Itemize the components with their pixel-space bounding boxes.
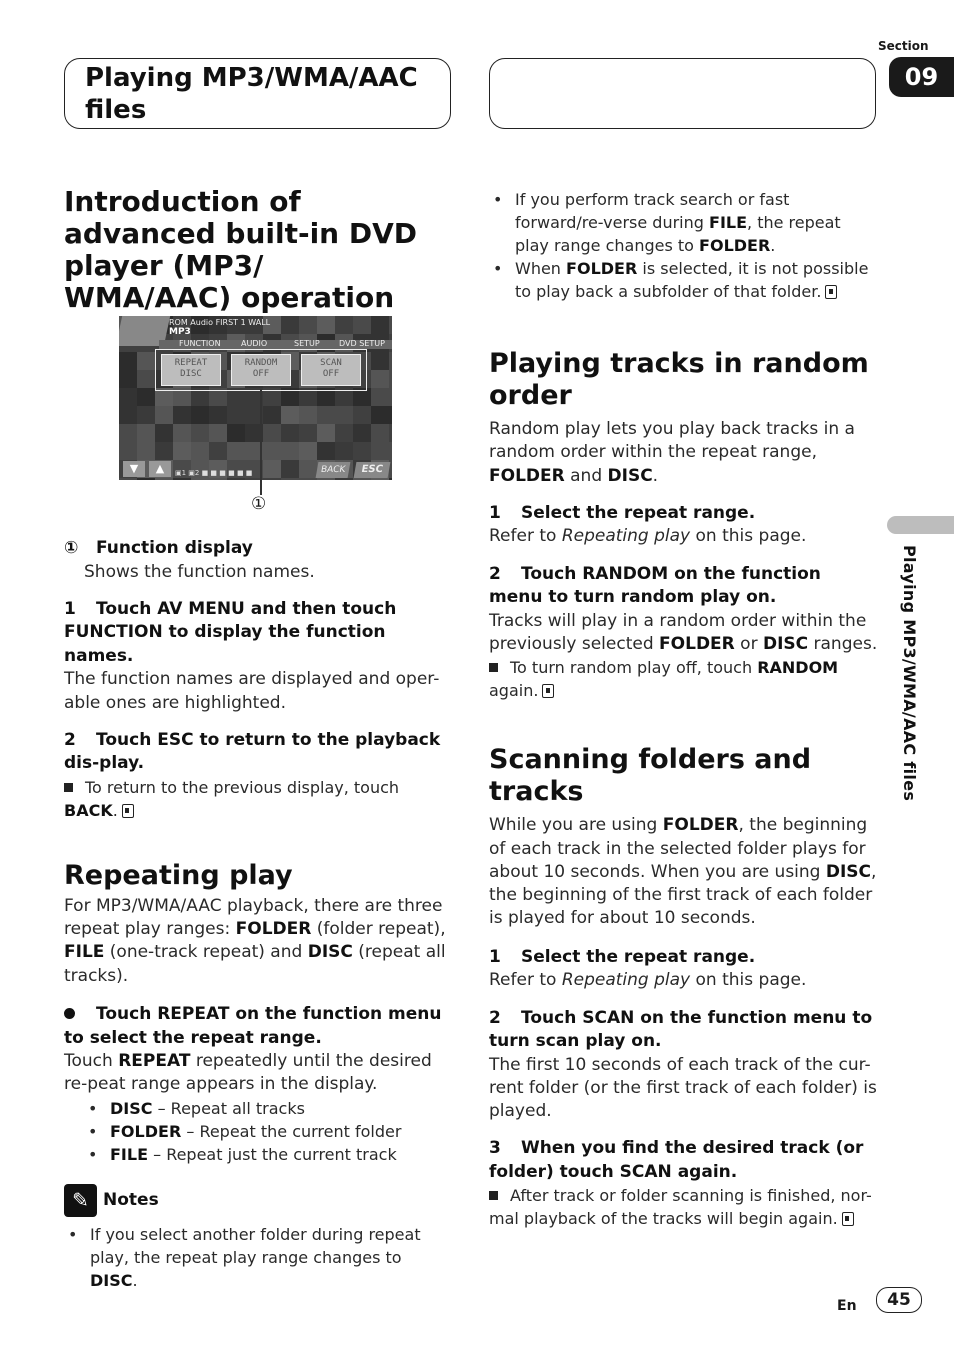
screen-tile bbox=[137, 352, 155, 370]
screen-tile bbox=[119, 370, 137, 388]
screen-tile bbox=[263, 442, 281, 460]
screen-tile bbox=[335, 406, 353, 424]
random-step1-title: 1 Select the repeat range. bbox=[489, 502, 756, 523]
tab-dvd-setup[interactable]: DVD SETUP bbox=[339, 339, 385, 348]
screen-tile bbox=[389, 406, 392, 424]
screen-tile bbox=[119, 442, 137, 460]
screen-tile bbox=[173, 442, 191, 460]
callout-item-title: ① Function display bbox=[64, 537, 454, 561]
step2-note: To return to the previous display, touch BACK. bbox=[64, 777, 400, 820]
end-mark-icon bbox=[542, 684, 554, 698]
screen-tile bbox=[119, 406, 137, 424]
end-mark-icon bbox=[825, 285, 837, 299]
screen-tile bbox=[155, 424, 173, 442]
tab-setup[interactable]: SETUP bbox=[294, 339, 320, 348]
screen-tile bbox=[137, 442, 155, 460]
tab-function[interactable]: FUNCTION bbox=[179, 339, 221, 348]
page-number: 45 bbox=[876, 1287, 922, 1313]
screen-tile bbox=[371, 424, 389, 442]
step2-title: 2 Touch ESC to return to the playback dis-play. bbox=[64, 729, 441, 774]
screen-tile bbox=[119, 424, 137, 442]
back-button[interactable]: BACK bbox=[316, 462, 351, 478]
repeat-step-text: Touch REPEAT repeatedly until the desired re-peat range appears in the display. bbox=[64, 1051, 432, 1095]
scan-button-value: OFF bbox=[322, 369, 340, 379]
random-step1-text: Refer to Repeating play on this page. bbox=[489, 526, 807, 547]
screen-tile bbox=[155, 478, 173, 480]
screen-tile bbox=[173, 478, 191, 480]
repeat-range-item: • FOLDER – Repeat the current folder bbox=[84, 1120, 454, 1143]
right-column bbox=[489, 188, 879, 1230]
end-mark-icon bbox=[842, 1212, 854, 1226]
screen-tile bbox=[263, 406, 281, 424]
screen-tile bbox=[227, 478, 245, 480]
screen-tile bbox=[173, 424, 191, 442]
left-column-body bbox=[64, 537, 454, 1292]
repeat-title: Repeating play bbox=[64, 859, 293, 891]
screen-tile bbox=[191, 442, 209, 460]
esc-button[interactable]: ESC bbox=[354, 462, 391, 478]
screen-tile bbox=[353, 478, 371, 480]
repeat-intro: For MP3/WMA/AAC playback, there are three repeat play ranges: FOLDER (folder repeat), FILE (one-track repeat) and DISC (repeat all tracks). bbox=[64, 895, 446, 986]
screen-tile bbox=[227, 406, 245, 424]
screen-tile bbox=[371, 370, 389, 388]
screen-tile bbox=[299, 316, 317, 334]
header-empty-box bbox=[489, 58, 876, 129]
note-item: • If you select another folder during repeat play, the repeat play range changes to DISC. bbox=[64, 1223, 454, 1292]
screen-tile bbox=[209, 442, 227, 460]
down-arrow-button[interactable]: ▼ bbox=[123, 461, 145, 477]
random-step2-note: To turn random play off, touch RANDOM again. bbox=[489, 658, 839, 701]
screen-tile bbox=[389, 388, 392, 406]
screen-tile bbox=[299, 406, 317, 424]
screen-tile bbox=[335, 478, 353, 480]
random-button-value: OFF bbox=[252, 369, 270, 379]
screen-tile bbox=[371, 388, 389, 406]
screen-tile bbox=[191, 478, 209, 480]
end-mark-icon bbox=[122, 804, 134, 818]
callout-item-num: ① bbox=[64, 538, 79, 558]
notes-pencil-icon: ✎ bbox=[64, 1184, 97, 1217]
callout-line bbox=[260, 389, 262, 495]
screen-tile bbox=[317, 424, 335, 442]
repeat-range-item: • DISC – Repeat all tracks bbox=[84, 1097, 454, 1120]
screen-tile bbox=[389, 424, 392, 442]
notes-header: ✎ Notes bbox=[64, 1184, 454, 1217]
screen-tile bbox=[335, 442, 353, 460]
screen-tile bbox=[137, 370, 155, 388]
screen-tile bbox=[299, 442, 317, 460]
screen-tile bbox=[191, 406, 209, 424]
screen-tile bbox=[209, 424, 227, 442]
screen-tile bbox=[263, 478, 281, 480]
tab-audio[interactable]: AUDIO bbox=[241, 339, 268, 348]
screen-tile bbox=[155, 406, 173, 424]
callout-item-text: Shows the function names. bbox=[84, 561, 315, 582]
scan-step3-title: 3 When you find the desired track (or folder) touch SCAN again. bbox=[489, 1138, 864, 1182]
repeat-range-list bbox=[64, 1097, 454, 1166]
step1-text: The function names are displayed and oper-able ones are highlighted. bbox=[64, 669, 440, 713]
scan-step2-text: The first 10 seconds of each track of the cur-rent folder (or the first track of each folder) is played. bbox=[489, 1054, 877, 1122]
screen-tile bbox=[281, 406, 299, 424]
side-tab-label: Playing MP3/WMA/AAC files bbox=[900, 545, 919, 802]
random-step2-text: Tracks will play in a random order within the previously selected FOLDER or DISC ranges. bbox=[489, 610, 878, 654]
repeat-step-title: Touch REPEAT on the function menu to select the repeat range. bbox=[64, 1004, 442, 1048]
screen-tile bbox=[317, 406, 335, 424]
left-column bbox=[64, 186, 454, 314]
screen-tile bbox=[317, 316, 335, 334]
random-button-label: RANDOM bbox=[244, 358, 278, 368]
screen-tile bbox=[371, 316, 389, 334]
up-arrow-button[interactable]: ▲ bbox=[149, 461, 171, 477]
step1-title: 1 Touch AV MENU and then touch FUNCTION to display the function names. bbox=[64, 598, 397, 666]
screen-tile bbox=[137, 388, 155, 406]
screen-tile bbox=[281, 460, 299, 478]
screen-tile bbox=[371, 352, 389, 370]
screen-status: ▣1 ▣2 ■ ■ ■ ■ ■ ■ bbox=[175, 469, 253, 477]
scan-title: Scanning folders and tracks bbox=[489, 744, 812, 808]
random-step2-title: 2 Touch RANDOM on the function menu to turn random play on. bbox=[489, 563, 821, 608]
screen-tile bbox=[281, 316, 299, 334]
screen-tile bbox=[209, 406, 227, 424]
screen-tile bbox=[335, 316, 353, 334]
repeat-button[interactable] bbox=[161, 354, 221, 386]
scan-step2-title: 2 Touch SCAN on the function menu to turn scan play on. bbox=[489, 1007, 873, 1052]
screen-tile bbox=[389, 370, 392, 388]
screen-tile bbox=[155, 442, 173, 460]
screen-tile bbox=[389, 478, 392, 480]
screen-tile bbox=[299, 460, 317, 478]
header-title-box bbox=[64, 58, 451, 129]
repeat-button-label: REPEAT bbox=[174, 358, 208, 368]
header-title: Playing MP3/WMA/AAC files bbox=[85, 63, 418, 125]
screen-tile bbox=[119, 478, 137, 480]
screen-tile bbox=[353, 424, 371, 442]
screen-tile bbox=[227, 442, 245, 460]
screen-tile bbox=[263, 460, 281, 478]
screen-top-line: ROM Audio FIRST 1 WALL bbox=[169, 318, 271, 327]
function-display-figure bbox=[119, 316, 392, 480]
screen-tile bbox=[353, 406, 371, 424]
screen-tile bbox=[281, 478, 299, 480]
screen-tile bbox=[317, 478, 335, 480]
random-intro: Random play lets you play back tracks in a random order within the repeat range, FOLDER and DISC. bbox=[489, 419, 855, 486]
section-label: Section bbox=[878, 39, 929, 53]
screen-tile bbox=[281, 424, 299, 442]
screen-tile bbox=[173, 406, 191, 424]
screen-tile bbox=[119, 352, 137, 370]
screen-tile bbox=[209, 478, 227, 480]
screen-tile bbox=[353, 316, 371, 334]
screen-tile bbox=[335, 424, 353, 442]
note-item: • If you perform track search or fast forward/re-verse during FILE, the repeat play range changes to FOLDER. bbox=[489, 188, 879, 257]
screen-tile bbox=[299, 478, 317, 480]
screen-tile bbox=[389, 442, 392, 460]
section-number: 09 bbox=[889, 57, 954, 97]
repeat-range-item: • FILE – Repeat just the current track bbox=[84, 1143, 454, 1166]
scan-button-label: SCAN bbox=[320, 358, 342, 368]
scan-step1-title: 1 Select the repeat range. bbox=[489, 946, 756, 967]
footer-lang: En bbox=[837, 1298, 857, 1314]
repeat-button-value: DISC bbox=[180, 369, 202, 379]
screen-tile bbox=[191, 424, 209, 442]
figure-callout: ① bbox=[251, 494, 267, 514]
intro-title: Introduction of advanced built-in DVD player (MP3/ WMA/AAC) operation bbox=[64, 185, 418, 314]
screen-tile bbox=[389, 316, 392, 334]
random-title: Playing tracks in random order bbox=[489, 348, 869, 411]
scan-step1-text: Refer to Repeating play on this page. bbox=[489, 970, 807, 991]
side-tab-marker bbox=[887, 516, 954, 534]
scan-intro: While you are using FOLDER, the beginning of each track in the selected folder plays for about 10 seconds. When you are using DISC, the beginning of the first track of each folder is played for about 10 seconds. bbox=[489, 815, 877, 929]
scan-step3-note: After track or folder scanning is finished, nor-mal playback of the tracks will begin again. bbox=[489, 1186, 872, 1229]
screen-tile bbox=[299, 424, 317, 442]
screen-format: MP3 bbox=[169, 327, 191, 337]
screen-tile bbox=[371, 442, 389, 460]
screen-tile bbox=[137, 406, 155, 424]
bullet-dot-icon bbox=[64, 1008, 75, 1019]
screen-tile bbox=[353, 442, 371, 460]
screen-tile bbox=[137, 478, 155, 480]
random-button[interactable] bbox=[231, 354, 291, 386]
screen-tile bbox=[227, 424, 245, 442]
scan-button[interactable] bbox=[301, 354, 361, 386]
screen-tile bbox=[371, 478, 389, 480]
screen-tile bbox=[371, 406, 389, 424]
screen-tile bbox=[263, 424, 281, 442]
note-item: • When FOLDER is selected, it is not possible to play back a subfolder of that folder. bbox=[489, 257, 879, 303]
screen-tile bbox=[389, 352, 392, 370]
screen-tile bbox=[137, 424, 155, 442]
screen-tile bbox=[281, 442, 299, 460]
screen-tile bbox=[119, 388, 137, 406]
screen-tile bbox=[317, 442, 335, 460]
